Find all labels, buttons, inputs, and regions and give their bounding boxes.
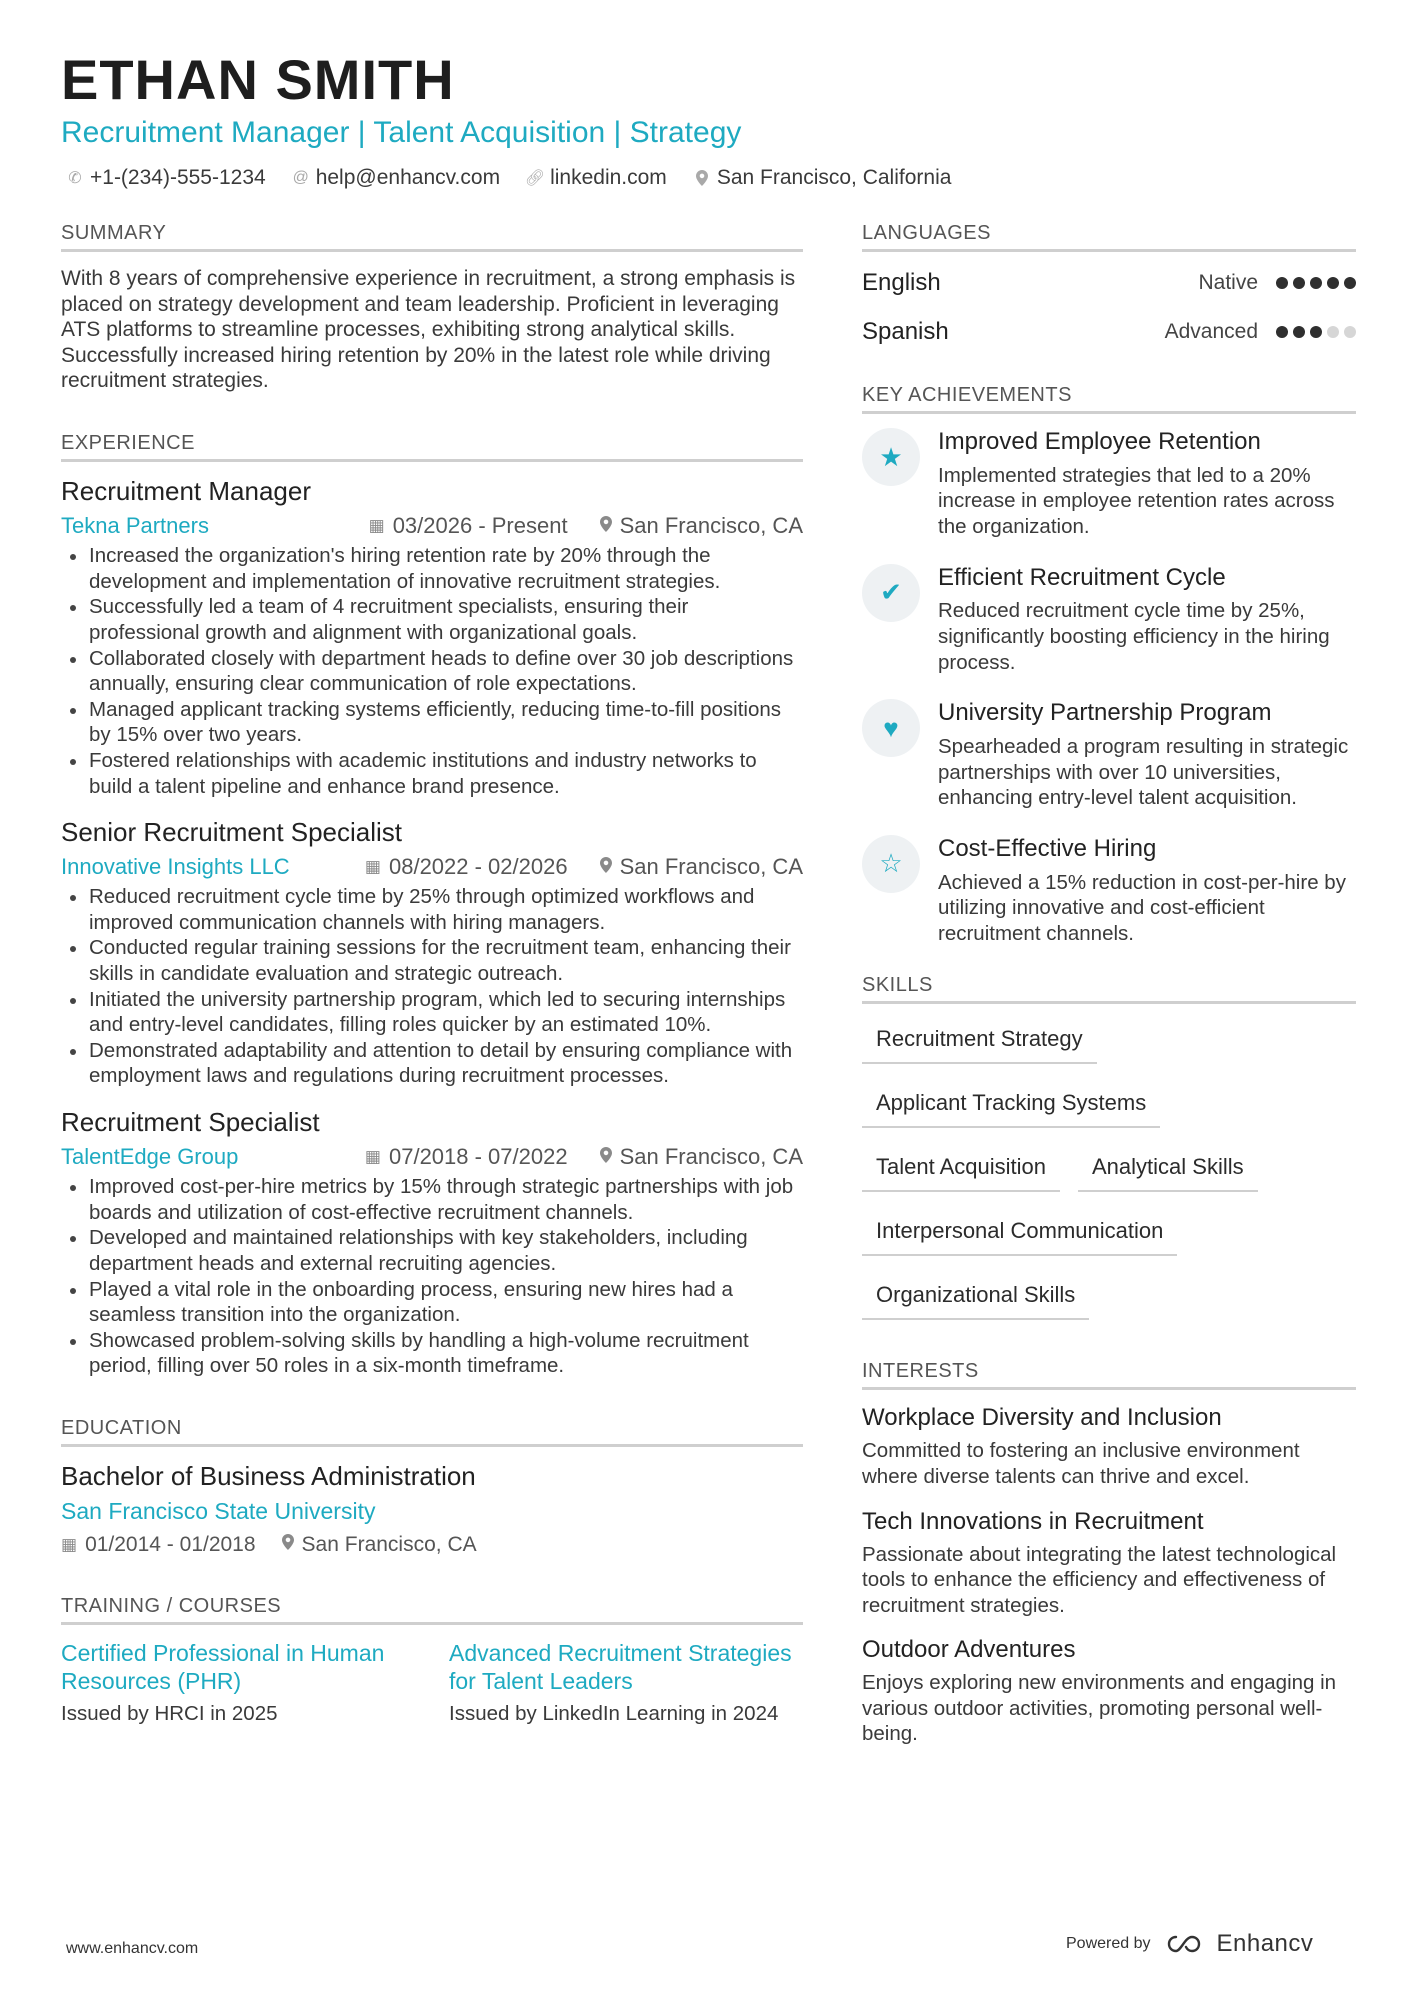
candidate-headline: Recruitment Manager | Talent Acquisition | Strategy: [61, 116, 742, 149]
job-location-text: San Francisco, CA: [619, 513, 803, 539]
job-title: Senior Recruitment Specialist: [61, 817, 403, 848]
dot-filled: [1293, 326, 1305, 338]
bullet-item: Developed and maintained relationships with key stakeholders, including department heads and external recruiting agencies.: [61, 1225, 803, 1276]
calendar-icon: ▦: [364, 857, 381, 877]
job-location-text: San Francisco, CA: [619, 854, 803, 880]
company-name: Tekna Partners: [61, 513, 209, 539]
heart-icon: ♥: [862, 699, 920, 757]
achievements-section: [862, 384, 1356, 946]
achievement-desc: Achieved a 15% reduction in cost-per-hire by utilizing innovative and cost-efficient recruitment channels.: [938, 870, 1346, 945]
experience-section: [61, 432, 803, 1379]
section-title-achievements: KEY ACHIEVEMENTS: [862, 384, 1356, 414]
dot-filled: [1344, 277, 1356, 289]
job-dates-text: 07/2018 - 07/2022: [388, 1144, 568, 1170]
achievement-title: Improved Employee Retention: [938, 428, 1261, 455]
job-title: Recruitment Manager: [61, 475, 311, 506]
job-dates: [365, 854, 568, 880]
interest-desc: Committed to fostering an inclusive environment where diverse talents can thrive and excel.: [862, 1439, 1300, 1488]
summary-text: With 8 years of comprehensive experience in recruitment, a strong emphasis is placed on strategy development and team leadership. Proficient in leveraging ATS platforms to streamline processes, exhibiting strong analytical skills. Successfully increased hiring retention by 20% in the latest role while driving recruitment strategies.: [61, 267, 796, 393]
left-column: [61, 222, 803, 1727]
skill-tag: Interpersonal Communication: [862, 1210, 1177, 1256]
bullet-item: Demonstrated adaptability and attention to detail by ensuring compliance with employment laws and regulations during recruitment processes.: [61, 1038, 803, 1089]
dot-empty: [1344, 326, 1356, 338]
skill-list: [862, 1018, 1356, 1320]
skills-section: [862, 974, 1356, 1320]
job-entry: [61, 817, 803, 1089]
email-text: help@enhancv.com: [315, 166, 501, 189]
interest-item: [862, 1636, 1356, 1747]
job-meta: [61, 513, 803, 539]
dot-empty: [1327, 326, 1339, 338]
bullet-item: Improved cost-per-hire metrics by 15% through strategic partnerships with job boards and utilization of cost-effective recruitment channels.: [61, 1174, 803, 1225]
education-dates-text: 01/2014 - 01/2018: [85, 1532, 256, 1556]
achievement-title: University Partnership Program: [938, 699, 1272, 727]
course-item: [449, 1639, 803, 1727]
dot-filled: [1327, 277, 1339, 289]
course-list: [61, 1639, 803, 1727]
interest-item: [862, 1508, 1356, 1619]
phone-icon: ✆: [68, 170, 82, 187]
job-bullets: [61, 1174, 803, 1379]
job-entry: [61, 1107, 803, 1379]
section-title-skills: SKILLS: [862, 974, 1356, 1004]
job-dates: [369, 513, 568, 539]
section-title-education: EDUCATION: [61, 1417, 803, 1447]
job-bullets: [61, 543, 803, 799]
education-location-text: San Francisco, CA: [301, 1532, 477, 1556]
infinity-logo-icon: [1165, 1933, 1209, 1955]
contact-phone[interactable]: [66, 166, 266, 190]
bullet-item: Fostered relationships with academic institutions and industry networks to build a talent pipeline and enhance brand presence.: [61, 748, 803, 799]
job-meta: [61, 1144, 803, 1170]
achievement-item: [862, 699, 1356, 811]
achievement-title: Efficient Recruitment Cycle: [938, 563, 1226, 591]
job-dates: [365, 1144, 568, 1170]
section-title-experience: EXPERIENCE: [61, 432, 803, 462]
job-entry: [61, 476, 803, 799]
contact-location: [693, 166, 952, 190]
course-issuer: Issued by HRCI in 2025: [61, 1701, 278, 1725]
achievement-item: [862, 428, 1356, 540]
achievement-desc: Implemented strategies that led to a 20% increase in employee retention rates across the organization.: [938, 463, 1335, 538]
interests-section: [862, 1360, 1356, 1747]
job-location: [600, 1144, 803, 1170]
dot-filled: [1293, 277, 1305, 289]
bullet-item: Increased the organization's hiring retention rate by 20% through the development and implementation of innovative recruitment strategies.: [61, 543, 803, 594]
location-pin-icon: [693, 170, 711, 186]
calendar-icon: ▦: [364, 1147, 381, 1167]
right-column: [862, 222, 1356, 1765]
footer-website[interactable]: www.enhancv.com: [66, 1940, 199, 1957]
section-title-interests: INTERESTS: [862, 1360, 1356, 1390]
linkedin-text: linkedin.com: [550, 166, 667, 189]
education-meta: [61, 1533, 803, 1557]
dot-filled: [1276, 277, 1288, 289]
location-pin-icon: [600, 516, 612, 537]
degree-title: Bachelor of Business Administration: [61, 1460, 476, 1491]
contact-email[interactable]: [292, 166, 500, 190]
bullet-item: Successfully led a team of 4 recruitment specialists, ensuring their professional growth and alignment with organizational goals.: [61, 594, 803, 645]
school-name: San Francisco State University: [61, 1497, 376, 1524]
contact-bar: [66, 166, 951, 190]
calendar-icon: ▦: [61, 1534, 78, 1554]
interest-title: Workplace Diversity and Inclusion: [862, 1404, 1222, 1432]
language-name: Spanish: [862, 317, 949, 345]
dot-filled: [1310, 277, 1322, 289]
skill-tag: Applicant Tracking Systems: [862, 1082, 1160, 1128]
location-pin-icon: [600, 1147, 612, 1168]
section-title-training: TRAINING / COURSES: [61, 1595, 803, 1625]
at-icon: @: [292, 169, 309, 186]
job-dates-text: 08/2022 - 02/2026: [388, 854, 568, 880]
company-name: Innovative Insights LLC: [61, 854, 290, 880]
star-outline-icon: ☆: [862, 835, 920, 893]
phone-text: +1-(234)-555-1234: [90, 166, 266, 189]
language-level: Advanced: [1164, 319, 1258, 343]
interest-title: Tech Innovations in Recruitment: [862, 1507, 1204, 1535]
job-meta: [61, 854, 803, 880]
company-name: TalentEdge Group: [61, 1144, 239, 1170]
brand-name: Enhancv: [1216, 1930, 1314, 1957]
location-pin-icon: [600, 857, 612, 878]
achievement-desc: Spearheaded a program resulting in strategic partnerships with over 10 universities, enhancing entry-level talent acquisition.: [938, 734, 1349, 810]
check-icon: ✔: [862, 564, 920, 622]
education-dates: [61, 1533, 256, 1557]
job-location: [600, 513, 803, 539]
job-location-text: San Francisco, CA: [619, 1144, 803, 1170]
bullet-item: Managed applicant tracking systems efficiently, reducing time-to-fill positions by 15% over two years.: [61, 697, 803, 748]
skill-tag: Analytical Skills: [1078, 1146, 1258, 1192]
interest-item: [862, 1404, 1356, 1489]
bullet-item: Conducted regular training sessions for the recruitment team, enhancing their skills in candidate evaluation and strategic outreach.: [61, 935, 803, 986]
language-name: English: [862, 268, 941, 296]
interest-title: Outdoor Adventures: [862, 1636, 1076, 1664]
achievement-item: [862, 835, 1356, 947]
education-location: [282, 1533, 477, 1557]
language-level: Native: [1198, 270, 1258, 294]
language-row: [862, 307, 1356, 356]
dot-filled: [1276, 326, 1288, 338]
job-title: Recruitment Specialist: [61, 1107, 320, 1138]
proficiency-dots: [1276, 277, 1356, 289]
bullet-item: Played a vital role in the onboarding process, ensuring new hires had a seamless transition into the organization.: [61, 1277, 803, 1328]
course-item: [61, 1639, 415, 1727]
brand-logo[interactable]: [1165, 1930, 1314, 1958]
job-dates-text: 03/2026 - Present: [392, 513, 568, 539]
summary-section: [61, 222, 803, 394]
bullet-item: Reduced recruitment cycle time by 25% through optimized workflows and improved communication channels with hiring managers.: [61, 884, 803, 935]
section-title-languages: LANGUAGES: [862, 222, 1356, 252]
contact-linkedin[interactable]: [526, 166, 667, 190]
bullet-item: Initiated the university partnership program, which led to securing internships and entry-level candidates, filling roles quicker by an estimated 10%.: [61, 987, 803, 1038]
powered-by-text: Powered by: [1066, 1935, 1151, 1952]
job-location: [600, 854, 803, 880]
star-icon: ★: [862, 428, 920, 486]
proficiency-dots: [1276, 326, 1356, 338]
skill-tag: Organizational Skills: [862, 1274, 1089, 1320]
training-section: [61, 1595, 803, 1727]
bullet-item: Collaborated closely with department heads to define over 30 job descriptions annually, ensuring clear communication of role expectations.: [61, 646, 803, 697]
languages-section: [862, 222, 1356, 356]
dot-filled: [1310, 326, 1322, 338]
skill-tag: Talent Acquisition: [862, 1146, 1060, 1192]
achievement-title: Cost-Effective Hiring: [938, 834, 1157, 862]
candidate-name: ETHAN SMITH: [61, 48, 455, 111]
course-issuer: Issued by LinkedIn Learning in 2024: [449, 1701, 779, 1725]
education-section: [61, 1417, 803, 1557]
course-title: Certified Professional in Human Resources (PHR): [61, 1639, 385, 1694]
section-title-summary: SUMMARY: [61, 222, 803, 252]
achievement-item: [862, 564, 1356, 676]
course-title: Advanced Recruitment Strategies for Talent Leaders: [449, 1639, 792, 1694]
location-pin-icon: [282, 1534, 294, 1555]
location-text: San Francisco, California: [716, 166, 952, 189]
interest-desc: Enjoys exploring new environments and engaging in various outdoor activities, promoting personal well-being.: [862, 1671, 1337, 1746]
link-icon: 🔗︎: [524, 170, 546, 187]
achievement-desc: Reduced recruitment cycle time by 25%, significantly boosting efficiency in the hiring process.: [938, 599, 1330, 674]
calendar-icon: ▦: [368, 516, 385, 536]
language-row: [862, 258, 1356, 307]
job-bullets: [61, 884, 803, 1089]
footer-branding: [1066, 1930, 1313, 1958]
bullet-item: Showcased problem-solving skills by handling a high-volume recruitment period, filling over 50 roles in a six-month timeframe.: [61, 1328, 803, 1379]
interest-desc: Passionate about integrating the latest technological tools to enhance the efficiency and effectiveness of recruitment strategies.: [862, 1542, 1337, 1617]
skill-tag: Recruitment Strategy: [862, 1018, 1097, 1064]
